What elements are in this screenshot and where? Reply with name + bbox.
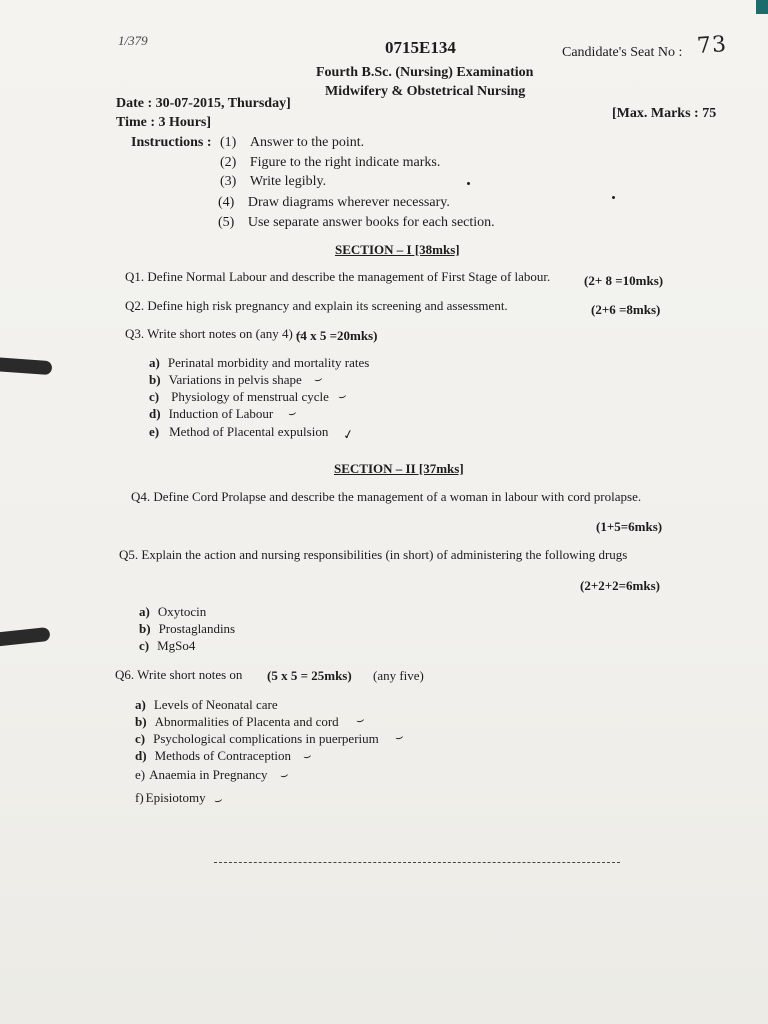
stray-dot [467, 182, 470, 185]
q6-option-f: f) Episiotomy [135, 790, 206, 805]
q6-option-a: a) Levels of Neonatal care [135, 697, 278, 712]
exam-duration: Time : 3 Hours] [116, 115, 212, 130]
instruction-item: (4) Draw diagrams wherever necessary. [218, 195, 450, 210]
q6-option-e: e) Anaemia in Pregnancy [135, 767, 268, 782]
corner-tab [756, 0, 768, 14]
exam-date: Date : 30-07-2015, Thursday] [116, 96, 291, 111]
question-1-marks: (2+ 8 =10mks) [584, 273, 664, 288]
check-mark-icon: ⌣ [354, 712, 367, 729]
q3-option-a: a) Perinatal morbidity and mortality rates [149, 355, 370, 370]
check-mark-icon: ⌣ [336, 388, 349, 405]
check-mark-icon: ⌣ [312, 371, 325, 388]
subject-title: Midwifery & Obstetrical Nursing [325, 84, 526, 99]
q3-option-b: b) Variations in pelvis shape [149, 372, 302, 387]
binder-clip-upper [0, 357, 52, 375]
check-mark-icon: ⌣ [393, 729, 406, 746]
question-5-marks: (2+2+2=6mks) [580, 578, 660, 593]
question-1: Q1. Define Normal Labour and describe the management of First Stage of labour. [125, 269, 551, 284]
q3-option-d: d) Induction of Labour [149, 406, 274, 421]
binder-clip-lower [0, 627, 51, 647]
question-5: Q5. Explain the action and nursing responsibilities (in short) of administering the following drugs [119, 547, 628, 562]
check-mark-icon: ⌣ [301, 748, 314, 765]
q6-option-d: d) Methods of Contraception [135, 748, 292, 763]
instruction-item: (1) Answer to the point. [220, 135, 365, 150]
max-marks: [Max. Marks : 75 [612, 106, 717, 121]
question-4-marks: (1+5=6mks) [596, 519, 663, 534]
q5-option-c: c) MgSo4 [139, 638, 196, 653]
seat-number-label: Candidate's Seat No : [562, 45, 683, 60]
question-6-marks: (5 x 5 = 25mks) [267, 668, 352, 683]
check-mark-icon: ⌣ [278, 767, 291, 784]
section-2-heading: SECTION – II [37mks] [334, 461, 464, 476]
stray-dot [612, 196, 615, 199]
end-of-paper-rule [214, 862, 620, 863]
q3-option-e: e) Method of Placental expulsion [149, 424, 329, 439]
question-2-marks: (2+6 =8mks) [591, 302, 661, 317]
question-6-choice: (any five) [373, 668, 424, 683]
instruction-item: (5) Use separate answer books for each section. [218, 215, 495, 230]
question-3-marks: (4 x 5 =20mks) [296, 328, 378, 343]
instructions-label: Instructions : [131, 135, 212, 150]
q3-option-c: c) Physiology of menstrual cycle [149, 389, 329, 404]
check-mark-icon: ⌣ [212, 792, 225, 809]
instruction-item: (2) Figure to the right indicate marks. [220, 155, 441, 170]
instruction-item: (3) Write legibly. [220, 174, 327, 189]
question-6: Q6. Write short notes on [115, 667, 243, 682]
q6-option-b: b) Abnormalities of Placenta and cord [135, 714, 339, 729]
question-4: Q4. Define Cord Prolapse and describe the management of a woman in labour with cord prolapse. [131, 489, 642, 504]
q6-option-c: c) Psychological complications in puerperium [135, 731, 379, 746]
paper-code: 0715E134 [385, 38, 456, 57]
check-mark-icon: ✓ [341, 427, 356, 444]
section-1-heading: SECTION – I [38mks] [335, 242, 460, 257]
page-reference: 1/379 [118, 33, 148, 48]
q5-option-b: b) Prostaglandins [139, 621, 236, 636]
check-mark-icon: ⌣ [286, 405, 299, 422]
q5-option-a: a) Oxytocin [139, 604, 207, 619]
question-3: Q3. Write short notes on (any 4) – [125, 326, 303, 341]
seat-number-handwritten: 73 [696, 31, 728, 60]
question-2: Q2. Define high risk pregnancy and explain its screening and assessment. [125, 298, 508, 313]
exam-title: Fourth B.Sc. (Nursing) Examination [316, 65, 534, 80]
